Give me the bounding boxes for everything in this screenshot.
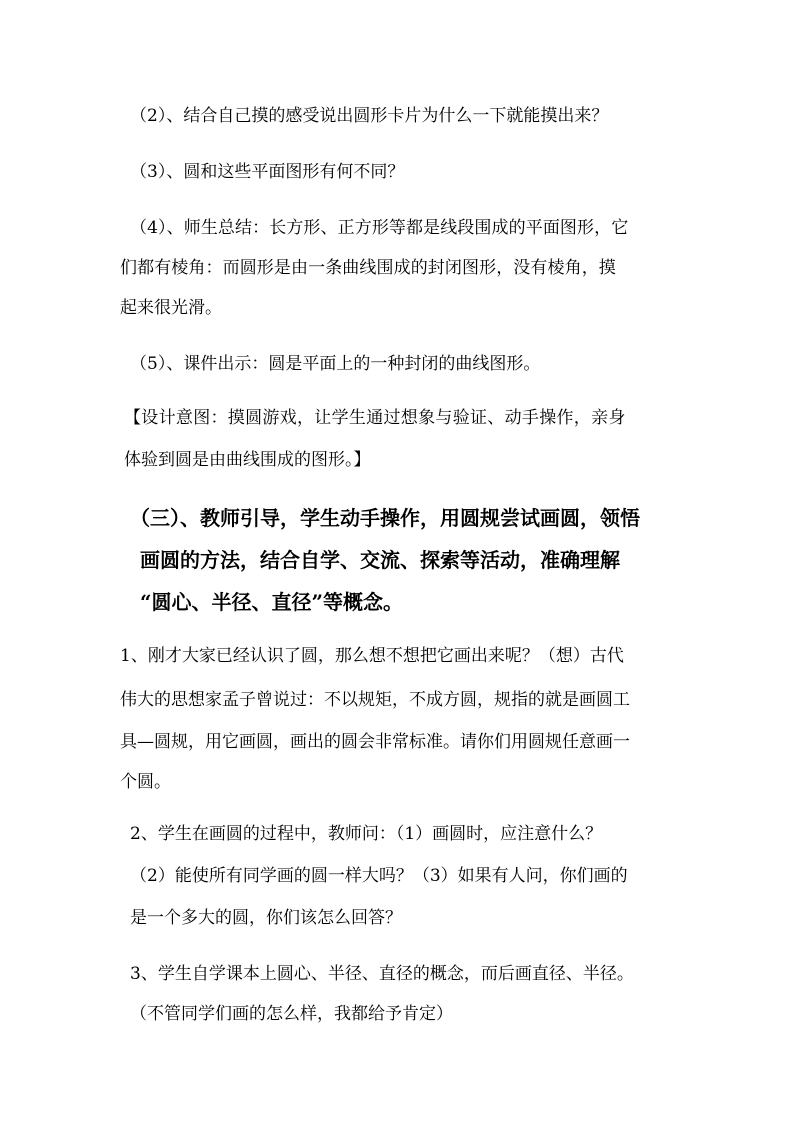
text-line: （2）、结合自己摸的感受说出圆形卡片为什么一下就能摸出来？ <box>130 106 609 126</box>
text-line: 体验到圆是由曲线围成的图形。】 <box>124 450 371 470</box>
heading-line: （三）、教师引导，学生动手操作，用圆规尝试画圆，领悟 <box>130 506 640 530</box>
text-line: 们都有棱角：而圆形是由一条曲线围成的封闭图形，没有棱角，摸 <box>120 258 616 278</box>
text-line: 1、刚才大家已经认识了圆，那么想不想把它画出来呢？（想）古代 <box>120 646 624 666</box>
heading-line: “圆心、半径、直径”等概念。 <box>140 590 404 614</box>
text-line: （3）、圆和这些平面图形有何不同？ <box>130 162 405 182</box>
text-line: 【设计意图：摸圆游戏，让学生通过想象与验证、动手操作，亲身 <box>124 408 626 428</box>
text-line: （2）能使所有同学画的圆一样大吗？（3）如果有人问，你们画的 <box>130 866 628 886</box>
text-line: （4）、师生总结：长方形、正方形等都是线段围成的平面图形，它 <box>130 218 629 238</box>
text-line: 伟大的思想家孟子曾说过：不以规矩，不成方圆，规指的就是画圆工 <box>120 690 630 710</box>
text-line: 个圆。 <box>120 772 171 792</box>
text-line: 是一个多大的圆，你们该怎么回答？ <box>130 908 402 928</box>
text-line: （不管同学们画的怎么样，我都给予肯定） <box>130 1004 453 1024</box>
text-line: 起来很光滑。 <box>120 298 222 318</box>
text-line: 3、学生自学课本上圆心、半径、直径的概念，而后画直径、半径。 <box>130 964 634 984</box>
text-line: （5）、课件出示：圆是平面上的一种封闭的曲线图形。 <box>130 354 541 374</box>
text-line: 具—圆规，用它画圆，画出的圆会非常标准。请你们用圆规任意画一 <box>120 732 630 752</box>
heading-line: 画圆的方法，结合自学、交流、探索等活动，准确理解 <box>140 548 620 572</box>
text-line: 2、学生在画圆的过程中，教师问：（1）画圆时，应注意什么？ <box>130 824 603 844</box>
